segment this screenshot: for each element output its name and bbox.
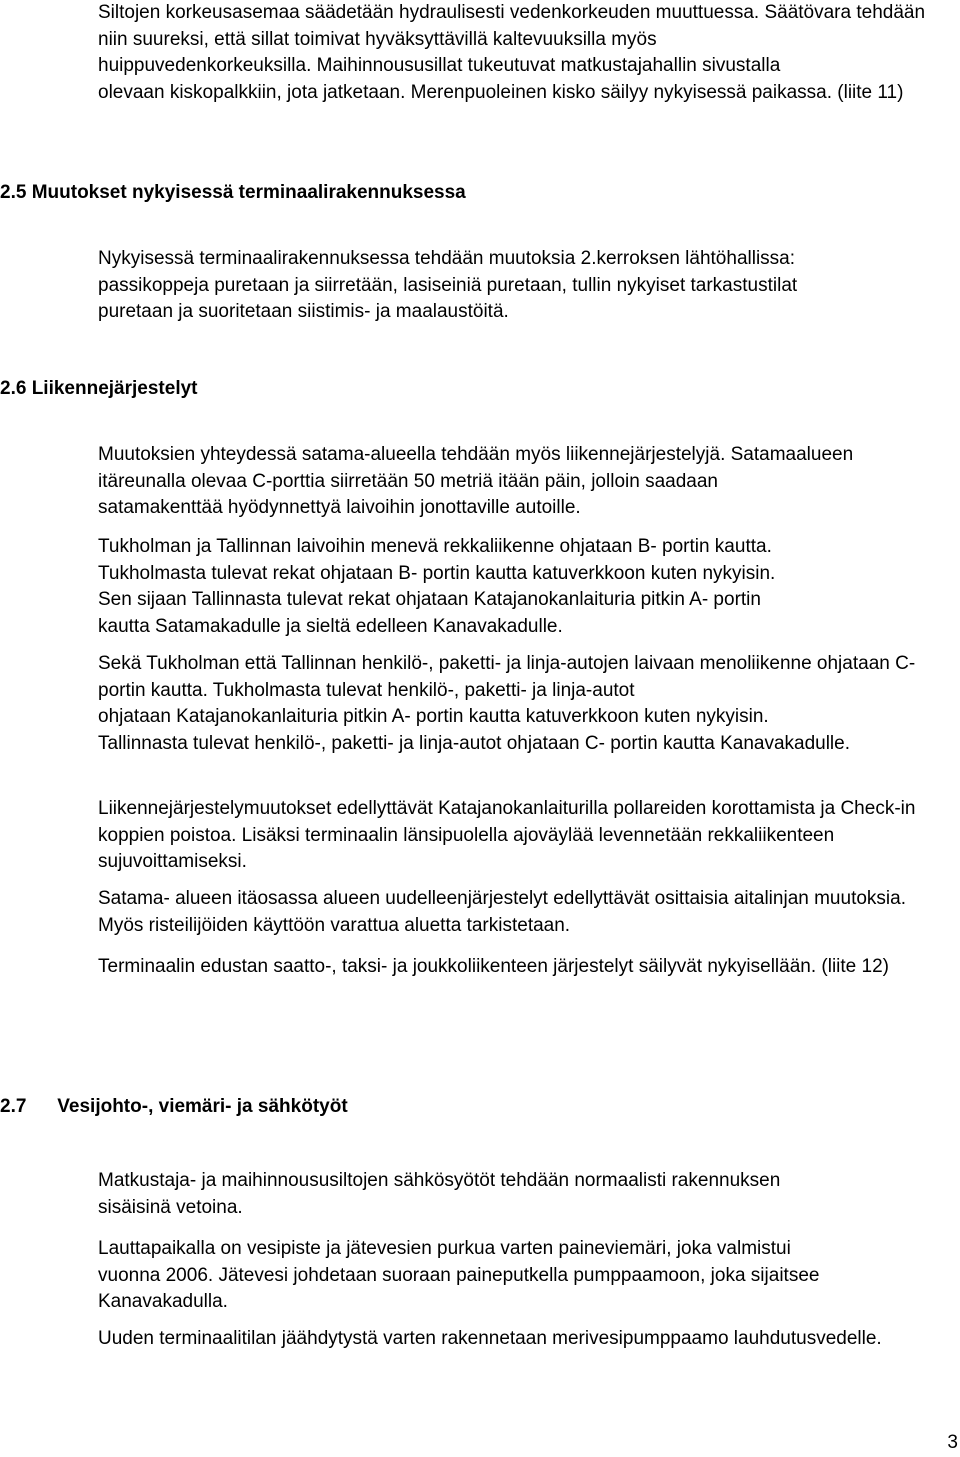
section-number: 2.5 bbox=[0, 182, 27, 203]
section-title: Liikennejärjestelyt bbox=[31, 378, 198, 399]
section-2-6-paragraph-4: Liikennejärjestelymuutokset edellyttävät Katajanokanlaiturilla pollareiden korottamista ja Check-in koppien poistoa. Lisäksi terminaalin länsipuolella ajoväylää levennetään rekkaliikenteen sujuvoittamiseksi. bbox=[98, 798, 916, 872]
section-2-6-paragraph-6: Terminaalin edustan saatto-, taksi- ja joukkoliikenteen järjestelyt säilyvät nykyisellään. (liite 12) bbox=[98, 956, 889, 977]
section-2-7-paragraph-3: Uuden terminaalitilan jäähdytystä varten rakennetaan merivesipumppaamo lauhdutusvedelle. bbox=[98, 1328, 882, 1349]
page-number: 3 bbox=[947, 1432, 958, 1453]
section-title: Vesijohto-, viemäri- ja sähkötyöt bbox=[57, 1096, 348, 1117]
section-heading-2-7 bbox=[0, 1094, 348, 1120]
intro-paragraph: Siltojen korkeusasemaa säädetään hydraulisesti vedenkorkeuden muuttuessa. Säätövara tehdään niin suureksi, että sillat toimivat hyväksyttävillä kaltevuuksilla myös huippuvedenkorkeuksilla. Maihinnoususillat tukeutuvat matkustajahallin sivustalla olevaan kiskopalkkiin, jota jatketaan. Merenpuoleinen kisko säilyy nykyisessä paikassa. (liite 11) bbox=[98, 2, 926, 103]
section-2-6-paragraph-3: Sekä Tukholman että Tallinnan henkilö-, paketti- ja linja-autojen laivaan menoliikenne ohjataan C- portin kautta. Tukholmasta tulevat henkilö-, paketti- ja linja-autot ohjataan Katajanokanlaituria pitkin A- portin kautta katuverkkoon kuten nykyisin. Tallinnasta tulevat henkilö-, paketti- ja linja-autot ohjataan C- portin kautta Kanavakadulle. bbox=[98, 653, 916, 754]
section-number: 2.7 bbox=[0, 1096, 27, 1117]
section-title: Muutokset nykyisessä terminaalirakennuksessa bbox=[31, 182, 466, 203]
section-2-7-paragraph-1: Matkustaja- ja maihinnoususiltojen sähkösyötöt tehdään normaalisti rakennuksen sisäisinä vetoina. bbox=[98, 1170, 781, 1218]
section-heading-2-6 bbox=[0, 376, 198, 402]
section-2-6-paragraph-1: Muutoksien yhteydessä satama-alueella tehdään myös liikennejärjestelyjä. Satamaalueen itäreunalla olevaa C-porttia siirretään 50 metriä itään päin, jolloin saadaan satamakenttää hyödynnettyä laivoihin jonottaville autoille. bbox=[98, 444, 854, 518]
section-2-7-paragraph-2: Lauttapaikalla on vesipiste ja jätevesien purkua varten paineviemäri, joka valmistui vuonna 2006. Jätevesi johdetaan suoraan paineputkella pumppaamoon, joka sijaitsee Kanavakadulla. bbox=[98, 1238, 820, 1312]
section-2-5-paragraph-1: Nykyisessä terminaalirakennuksessa tehdään muutoksia 2.kerroksen lähtöhallissa: passikoppeja puretaan ja siirretään, lasiseiniä puretaan, tullin nykyiset tarkastustilat puretaan ja suoritetaan siistimis- ja maalaustöitä. bbox=[98, 248, 798, 322]
section-heading-2-5 bbox=[0, 180, 466, 206]
section-number: 2.6 bbox=[0, 378, 27, 399]
section-2-6-paragraph-2: Tukholman ja Tallinnan laivoihin menevä rekkaliikenne ohjataan B- portin kautta. Tukholmasta tulevat rekat ohjataan B- portin kautta katuverkkoon kuten nykyisin. Sen sijaan Tallinnasta tulevat rekat ohjataan Katajanokanlaituria pitkin A- portin kautta Satamakadulle ja sieltä edelleen Kanavakadulle. bbox=[98, 536, 776, 637]
section-2-6-paragraph-5: Satama- alueen itäosassa alueen uudelleenjärjestelyt edellyttävät osittaisia aitalinjan muutoksia. Myös risteilijöiden käyttöön varattua aluetta tarkistetaan. bbox=[98, 888, 906, 936]
